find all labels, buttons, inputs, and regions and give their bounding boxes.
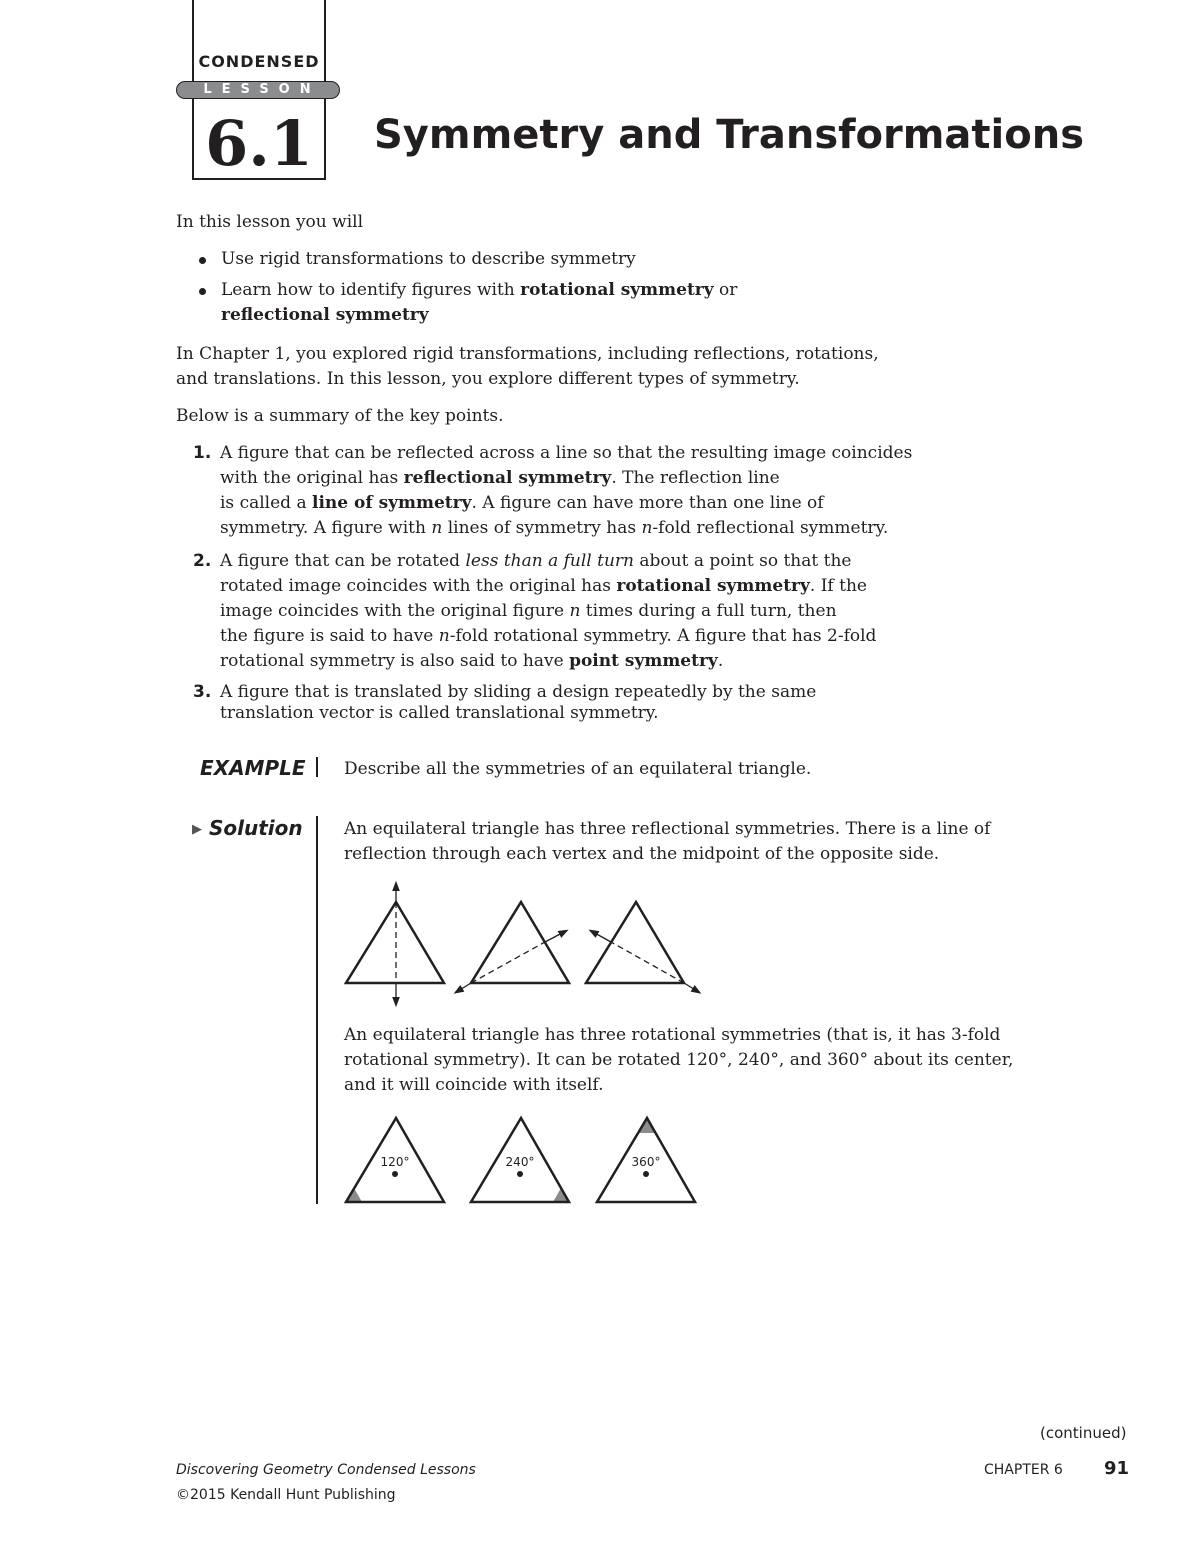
line-of-symmetry <box>471 942 545 983</box>
reflection-symmetry-figure <box>336 880 716 1010</box>
lesson-number: 6.1 <box>205 107 313 180</box>
angle-label: 360° <box>631 1155 661 1169</box>
point-text: A figure that can be rotated less than a full turn about a point so that the rotated image coincides with the original has rotational symmetry. If the image coincides with the original figure n times during a full turn, then the figure is said to have n-fold rotational symmetry. A figure that has 2-fold rotational symmetry is also said to have point symmetry. <box>220 551 877 671</box>
point-text: A figure that is translated by sliding a design repeatedly by the same translation vector is called translational symmetry. <box>220 682 817 723</box>
key-point-3 <box>193 682 993 732</box>
point-number: 2. <box>193 551 212 571</box>
equilateral-triangle <box>346 902 444 983</box>
intro-lead: In this lesson you will <box>176 212 363 232</box>
bullet-icon <box>199 288 206 295</box>
center-point <box>643 1171 649 1177</box>
angle-label: 120° <box>380 1155 410 1169</box>
example-label: EXAMPLE <box>200 756 306 780</box>
key-point-1 <box>193 441 993 541</box>
point-number: 3. <box>193 682 212 702</box>
center-point <box>392 1171 398 1177</box>
bullet-icon <box>199 257 206 264</box>
key-point-2 <box>193 549 993 674</box>
angle-label: 240° <box>505 1155 535 1169</box>
page-number: 91 <box>1104 1458 1130 1479</box>
bullet-text: Learn how to identify figures with rotational symmetry or reflectional symmetry <box>221 280 738 325</box>
badge-condensed-label: CONDENSED <box>198 52 320 71</box>
copyright: ©2015 Kendall Hunt Publishing <box>176 1487 396 1503</box>
page-title: Symmetry and Transformations <box>374 112 1085 158</box>
equilateral-triangle <box>586 902 684 983</box>
solution-label: ▶ Solution <box>192 816 303 840</box>
continued-label: (continued) <box>1040 1424 1127 1442</box>
book-title: Discovering Geometry Condensed Lessons <box>176 1462 476 1478</box>
example-text: Describe all the symmetries of an equilateral triangle. <box>344 759 812 779</box>
bullet-text: Use rigid transformations to describe symmetry <box>221 249 636 269</box>
solution-divider <box>316 816 318 1204</box>
bullet-item <box>199 278 899 328</box>
body-paragraph: Below is a summary of the key points. <box>176 406 504 426</box>
center-point <box>517 1171 523 1177</box>
solution-paragraph: An equilateral triangle has three rotational symmetries (that is, it has 3-fold rotational symmetry). It can be rotated 120°, 240°, and 360° about its center, and it will coincide with itself. <box>344 1025 1014 1095</box>
point-number: 1. <box>193 443 212 463</box>
body-paragraph: In Chapter 1, you explored rigid transformations, including reflections, rotations, and translations. In this lesson, you explore different types of symmetry. <box>176 344 879 389</box>
bullet-item <box>199 247 799 272</box>
triangle-right-icon: ▶ <box>192 822 202 837</box>
point-text: A figure that can be reflected across a line so that the resulting image coincides with the original has reflectional symmetry. The reflection line is called a line of symmetry. A figure can have more than one line of symmetry. A figure with n lines of symmetry has n-fold reflectional symmetry. <box>220 443 913 538</box>
rotation-symmetry-figure <box>336 1108 716 1208</box>
chapter-label: CHAPTER 6 <box>984 1462 1063 1478</box>
example-divider <box>316 757 318 777</box>
solution-paragraph: An equilateral triangle has three reflectional symmetries. There is a line of reflection through each vertex and the midpoint of the opposite side. <box>344 819 991 864</box>
equilateral-triangle <box>471 902 569 983</box>
badge-lesson-label: LESSON <box>203 82 321 97</box>
